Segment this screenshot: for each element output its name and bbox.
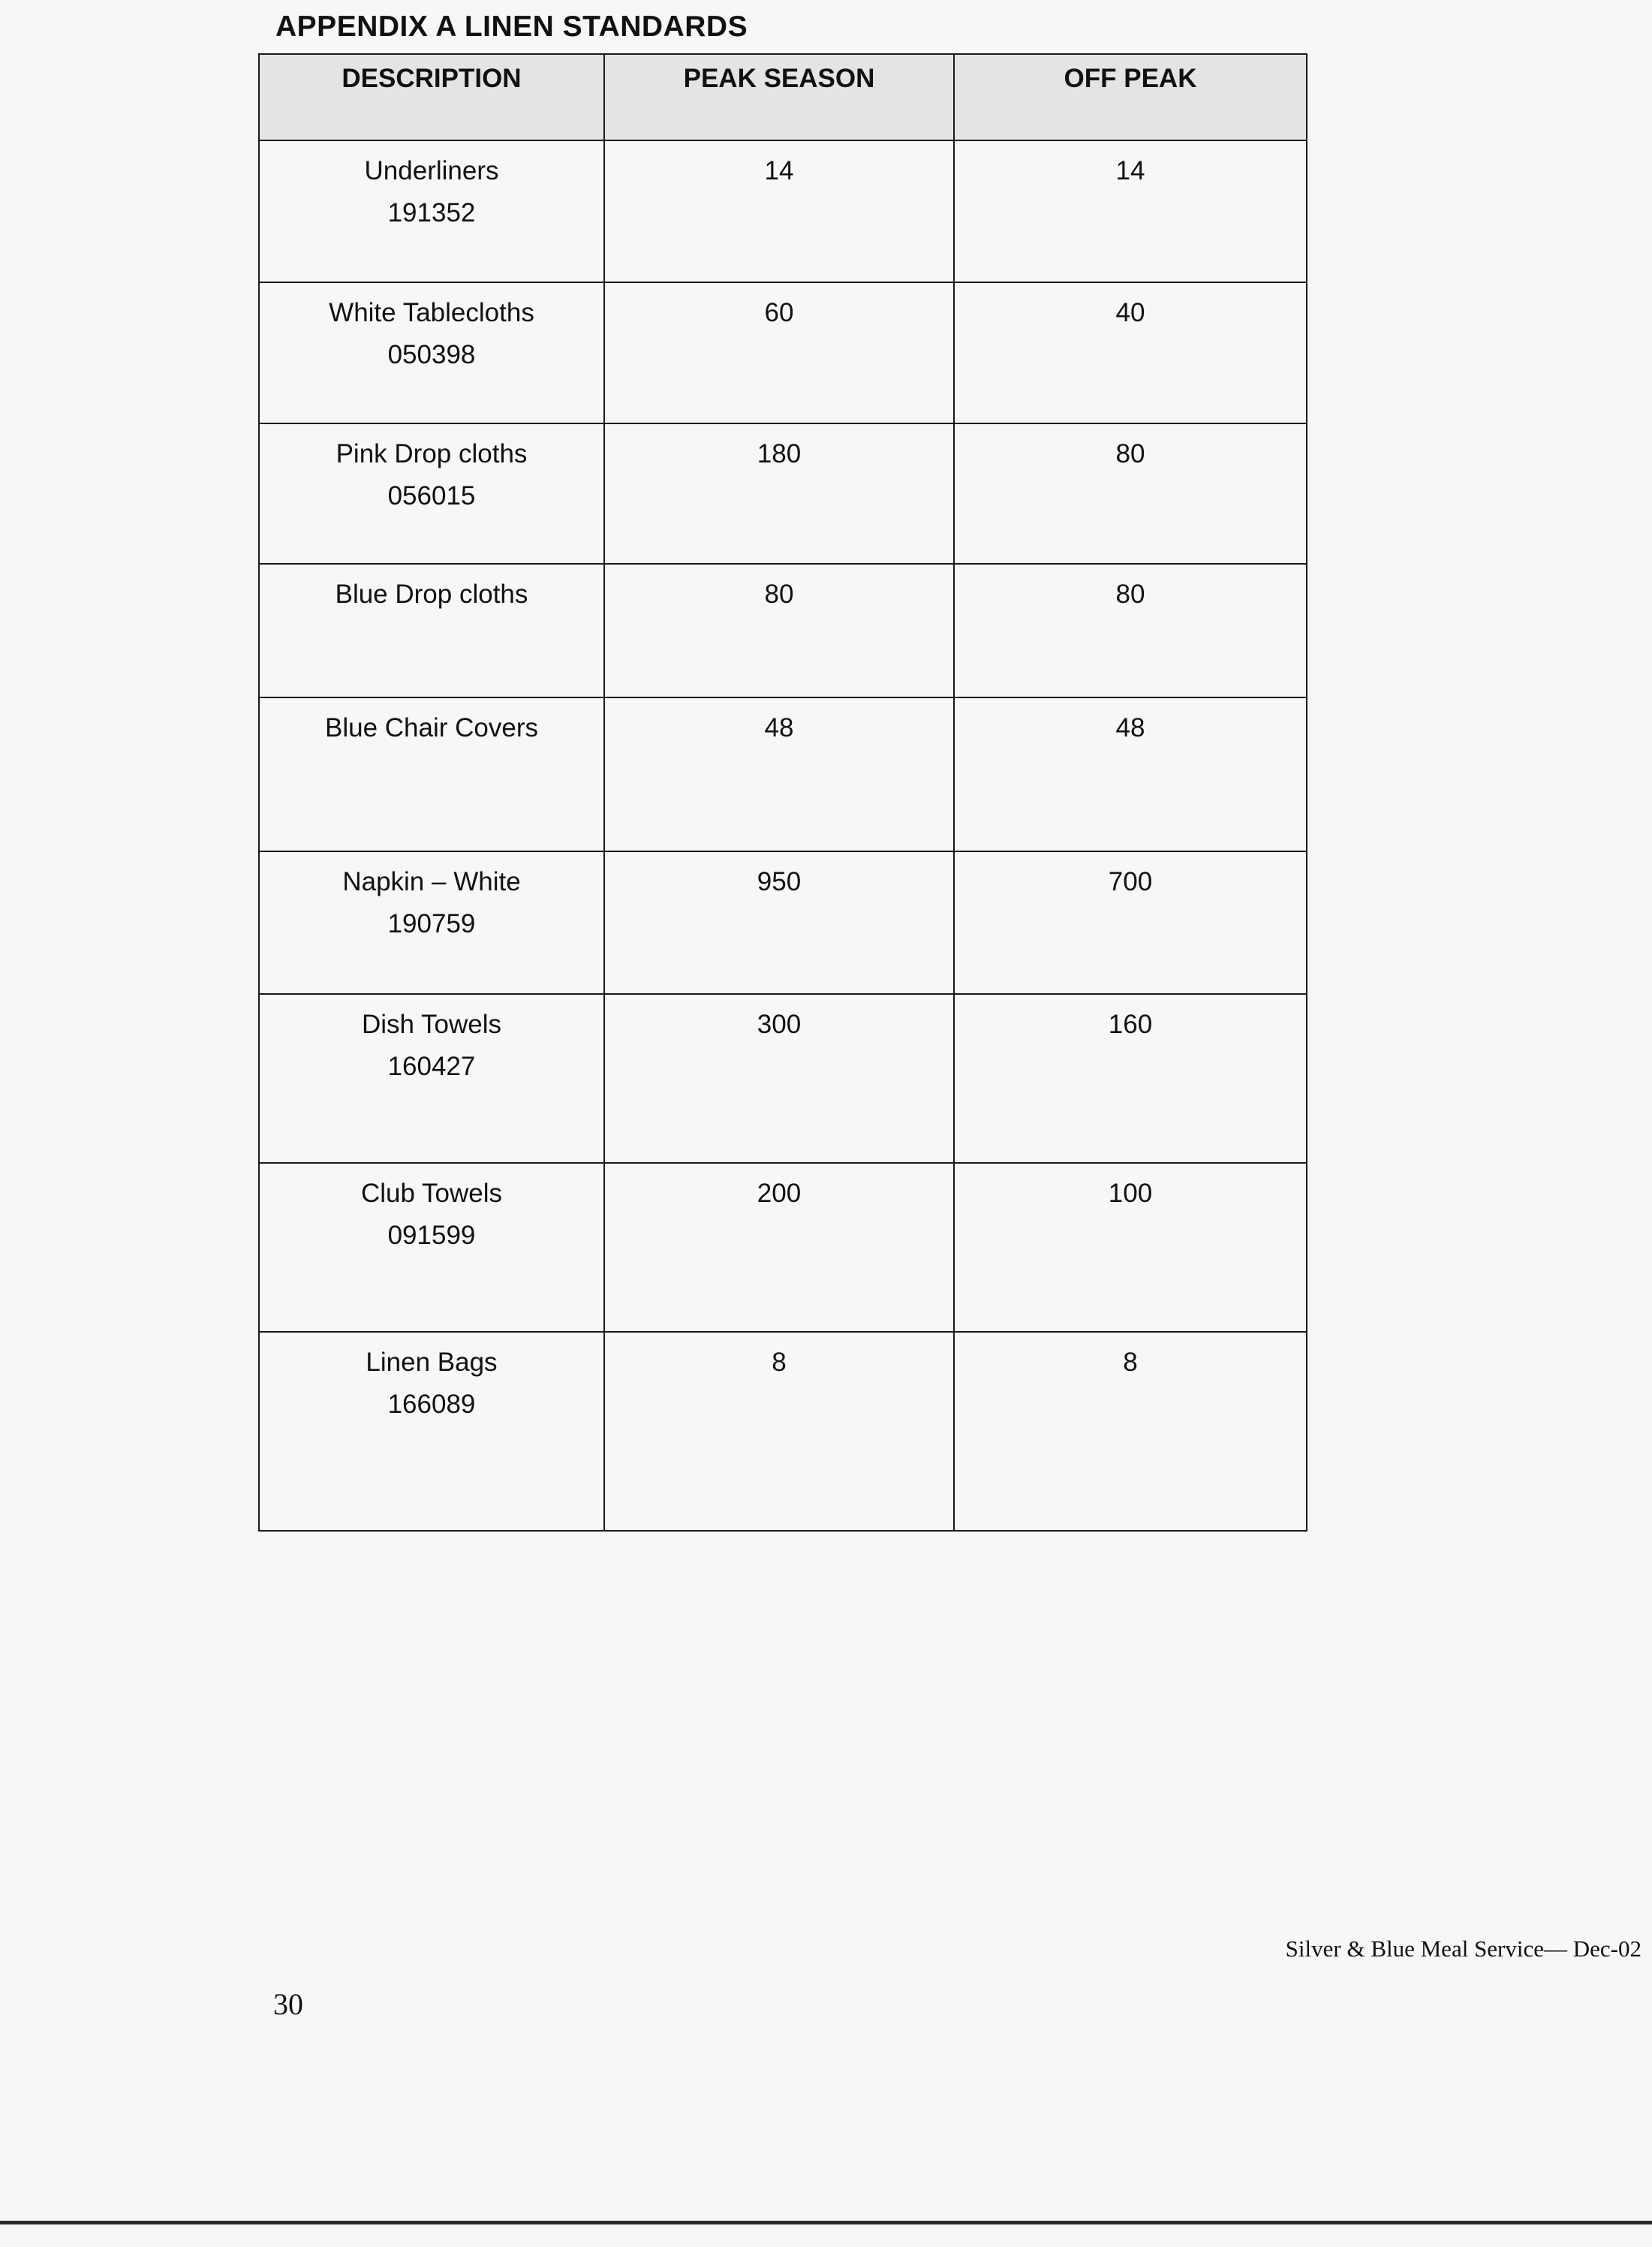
off-peak-value: 160: [954, 994, 1307, 1163]
table-row: [259, 140, 1307, 282]
table-row: [259, 697, 1307, 851]
peak-value: 80: [604, 564, 954, 697]
off-peak-value: 14: [954, 140, 1307, 282]
peak-value: 300: [604, 994, 954, 1163]
item-name: Blue Chair Covers: [325, 713, 538, 742]
item-name: Pink Drop cloths: [336, 439, 528, 468]
item-code: 160427: [387, 1052, 476, 1081]
table-row: [259, 1163, 1307, 1332]
off-peak-value: 8: [954, 1332, 1307, 1531]
description-cell: [259, 564, 604, 697]
peak-value: 60: [604, 282, 954, 423]
footer-text: Silver & Blue Meal Service— Dec-02: [1285, 1935, 1641, 1962]
item-name: Napkin – White: [342, 867, 521, 896]
item-code: 190759: [387, 909, 476, 938]
peak-value: 180: [604, 423, 954, 564]
description-cell: [259, 1332, 604, 1531]
item-code: 091599: [387, 1221, 476, 1250]
header-description: DESCRIPTION: [259, 54, 604, 140]
page-number: 30: [273, 1987, 303, 2021]
item-name: Dish Towels: [361, 1010, 502, 1039]
page-title: APPENDIX A LINEN STANDARDS: [275, 11, 748, 43]
bottom-rule: [0, 2221, 1652, 2224]
table-row: [259, 564, 1307, 697]
description-cell: [259, 423, 604, 564]
description-cell: [259, 994, 604, 1163]
item-name: Underliners: [364, 156, 499, 185]
off-peak-value: 80: [954, 423, 1307, 564]
description-cell: [259, 1163, 604, 1332]
peak-value: 48: [604, 697, 954, 851]
off-peak-value: 40: [954, 282, 1307, 423]
item-name: White Tablecloths: [329, 298, 534, 327]
item-code: 191352: [387, 198, 476, 227]
table-row: [259, 282, 1307, 423]
item-code: 050398: [387, 340, 476, 369]
off-peak-value: 80: [954, 564, 1307, 697]
item-name: Club Towels: [360, 1179, 503, 1208]
off-peak-value: 100: [954, 1163, 1307, 1332]
header-peak-season: PEAK SEASON: [604, 54, 954, 140]
item-code: 056015: [387, 481, 476, 511]
description-cell: [259, 851, 604, 994]
table-header-row: [259, 54, 1307, 140]
table-row: [259, 423, 1307, 564]
description-cell: [259, 282, 604, 423]
item-code: 166089: [387, 1390, 476, 1419]
off-peak-value: 48: [954, 697, 1307, 851]
off-peak-value: 700: [954, 851, 1307, 994]
item-name: Blue Drop cloths: [335, 580, 528, 609]
linen-standards-table: [258, 53, 1307, 1532]
peak-value: 8: [604, 1332, 954, 1531]
description-cell: [259, 697, 604, 851]
table-row: [259, 851, 1307, 994]
item-name: Linen Bags: [366, 1348, 498, 1377]
description-cell: [259, 140, 604, 282]
peak-value: 14: [604, 140, 954, 282]
table-row: [259, 1332, 1307, 1531]
header-off-peak: OFF PEAK: [954, 54, 1307, 140]
table-row: [259, 994, 1307, 1163]
peak-value: 200: [604, 1163, 954, 1332]
peak-value: 950: [604, 851, 954, 994]
